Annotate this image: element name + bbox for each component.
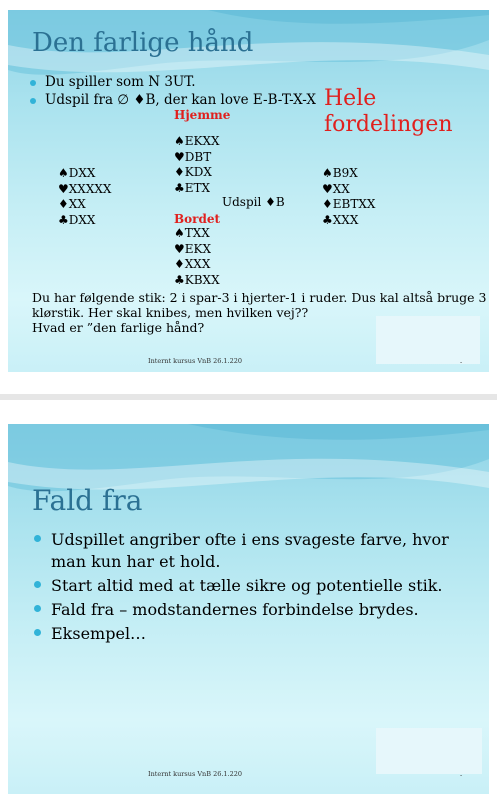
west-hand: ♠DXX ♥XXXXX ♦XX ♣DXX	[58, 166, 112, 227]
slide-footer: Internt kursus VnB 26.1.220	[148, 770, 243, 778]
page-mark: -	[460, 771, 463, 779]
north-hand: ♠EKXX ♥DBT ♦KDX ♣ETX	[174, 134, 220, 195]
page-mark: -	[460, 358, 463, 366]
bullet-item: Fald fra – modstandernes forbindelse brydes.	[34, 599, 419, 621]
bullet-dot-icon	[30, 98, 36, 104]
slide-title: Den farlige hånd	[32, 28, 254, 58]
south-label: Bordet	[174, 212, 221, 226]
slide-1	[8, 10, 489, 372]
east-hand: ♠B9X ♥XX ♦EBTXX ♣XXX	[322, 166, 376, 227]
slide-footer: Internt kursus VnB 26.1.220	[148, 357, 243, 365]
slide-title: Fald fra	[32, 484, 143, 517]
bullet-dot-icon	[30, 80, 36, 86]
bullet-item: Udspil fra ∅ ♦B, der kan love E-B-T-X-X	[30, 92, 316, 108]
bullet-dot-icon	[34, 535, 41, 542]
bullet-dot-icon	[34, 629, 41, 636]
slide-separator	[0, 394, 497, 400]
placeholder-box	[376, 316, 480, 364]
south-hand: ♠TXX ♥EKX ♦XXX ♣KBXX	[174, 226, 220, 287]
slide-body-text: Du har følgende stik: 2 i spar-3 i hjerter-1 i ruder. Dus kal altså bruge 3 klørstik. Her skal knibes, men hvilken vej?? Hvad er ”den farlige hånd?	[32, 290, 487, 335]
hele-fordelingen-heading: Hele fordelingen	[324, 86, 453, 137]
bullet-item: Udspillet angriber ofte i ens svageste farve, hvor man kun har et hold.	[34, 529, 449, 573]
bullet-item: Start altid med at tælle sikre og potentielle stik.	[34, 575, 443, 597]
bullet-dot-icon	[34, 581, 41, 588]
bullet-dot-icon	[34, 605, 41, 612]
lead-label: Udspil ♦B	[222, 195, 285, 209]
placeholder-box	[376, 728, 482, 774]
north-label: Hjemme	[174, 108, 231, 122]
bullet-item: Du spiller som N 3UT.	[30, 74, 196, 90]
slide-2	[8, 424, 489, 794]
bullet-item: Eksempel…	[34, 623, 146, 645]
